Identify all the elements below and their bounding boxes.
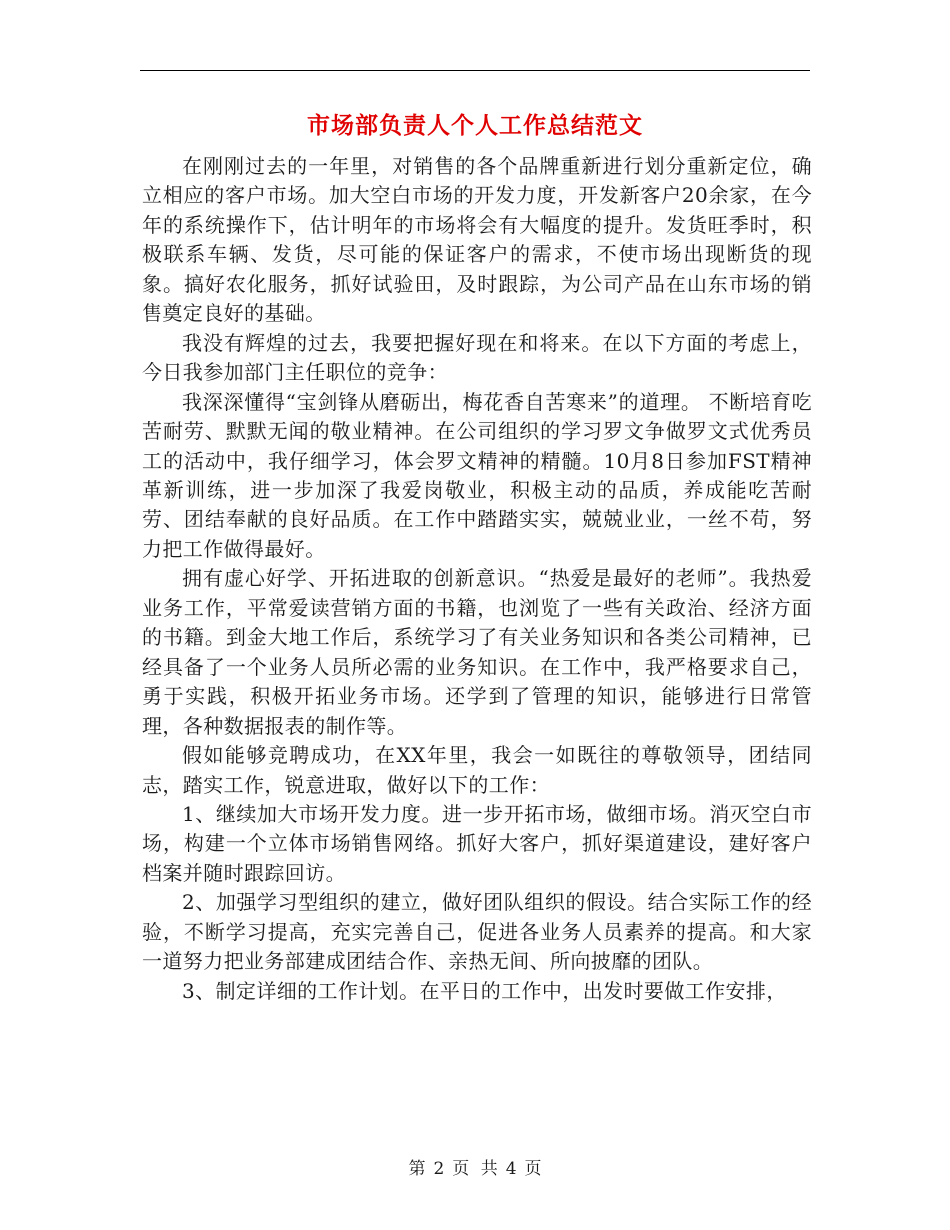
paragraph-5: 假如能够竞聘成功，在XX年里，我会一如既往的尊敬领导，团结同志，踏实工作，锐意进取，做好以下的工作： — [142, 743, 812, 797]
footer-middle: 页 共 — [452, 1159, 498, 1179]
paragraph-4: 拥有虚心好学、开拓进取的创新意识。“热爱是最好的老师”。我热爱业务工作，平常爱读营销方面的书籍，也浏览了一些有关政治、经济方面的书籍。到金大地工作后，系统学习了有关业务知识和各类公司精神，已经具备了一个业务人员所必需的业务知识。在工作中，我严格要求自己，勇于实践，积极开拓业务市场。还学到了管理的知识，能够进行日常管理，各种数据报表的制作等。 — [142, 566, 812, 738]
page-footer — [0, 1154, 950, 1179]
paragraph-2: 我没有辉煌的过去，我要把握好现在和将来。在以下方面的考虑上，今日我参加部门主任职位的竞争： — [142, 330, 812, 385]
header-rule — [140, 70, 810, 71]
footer-suffix: 页 — [524, 1159, 542, 1179]
paragraph-1: 在刚刚过去的一年里，对销售的各个品牌重新进行划分重新定位，确立相应的客户市场。加大空白市场的开发力度，开发新客户20余家，在今年的系统操作下，估计明年的市场将会有大幅度的提升。发货旺季时，积极联系车辆、发货，尽可能的保证客户的需求，不使市场出现断货的现象。搞好农化服务，抓好试验田，及时跟踪，为公司产品在山东市场的销售奠定良好的基础。 — [142, 154, 812, 326]
footer-total-pages: 4 — [505, 1159, 517, 1179]
paragraph-7: 2、加强学习型组织的建立，做好团队组织的假设。结合实际工作的经验，不断学习提高，充实完善自己，促进各业务人员素养的提高。和大家一道努力把业务部建成团结合作、亲热无间、所向披靡的团队。 — [142, 890, 812, 974]
document-title: 市场部负责人个人工作总结范文 — [307, 112, 643, 139]
paragraph-8: 3、制定详细的工作计划。在平日的工作中，出发时要做工作安排， — [182, 978, 787, 1003]
document-body — [142, 152, 812, 1006]
paragraph-3: 我深深懂得“宝剑锋从磨砺出，梅花香自苦寒来”的道理。 不断培育吃苦耐劳、默默无闻的敬业精神。在公司组织的学习罗文争做罗文式优秀员工的活动中，我仔细学习，体会罗文精神的精髓。10月8日参加FST精神革新训练，进一步加深了我爱岗敬业，积极主动的品质，养成能吃苦耐劳、团结奉献的良好品质。在工作中踏踏实实，兢兢业业，一丝不苟，努力把工作做得最好。 — [142, 389, 812, 561]
paragraph-6: 1、继续加大市场开发力度。进一步开拓市场，做细市场。消灭空白市场，构建一个立体市场销售网络。抓好大客户，抓好渠道建设，建好客户档案并随时跟踪回访。 — [142, 801, 812, 885]
footer-page-number: 2 — [433, 1159, 445, 1179]
footer-prefix: 第 — [408, 1159, 426, 1179]
